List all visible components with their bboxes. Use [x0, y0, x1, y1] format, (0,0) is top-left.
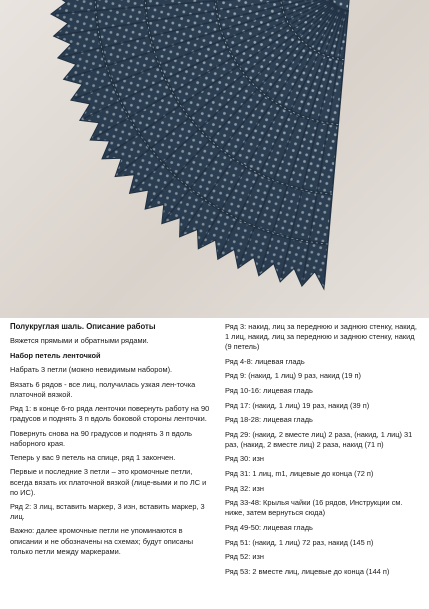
row-instruction: Ряд 9: (накид, 1 лиц) 9 раз, накид (19 п) — [225, 371, 361, 381]
row-instruction: Ряд 17: (накид, 1 лиц) 19 раз, накид (39 п) — [225, 400, 370, 410]
paragraph: Важно: далее кромочные петли не упоминаются в описании и не обозначены на схемах; будут описаны только петли между маркерами. — [10, 526, 194, 556]
paragraph: Вяжется прямыми и обратными рядами. — [10, 336, 149, 346]
row-instruction: Ряд 4-8: лицевая гладь — [225, 356, 305, 366]
row-instruction: Ряд 33-48: Крылья чайки (16 рядов, Инструкции см. ниже, затем вернуться сюда) — [225, 498, 403, 518]
row-instruction: Ряд 32: изн — [225, 483, 264, 493]
row-instruction: Ряд 51: (накид, 1 лиц) 72 раз, накид (145 п) — [225, 537, 374, 547]
section-title: Полукруглая шаль. Описание работы — [10, 322, 156, 331]
instructions-page — [0, 318, 429, 609]
paragraph: Вязать 6 рядов - все лиц, получилась узкая лен-точка платочной вязкой. — [10, 379, 196, 399]
right-column — [225, 322, 421, 581]
row-instruction: Ряд 30: изн — [225, 454, 264, 464]
shawl-body — [50, 0, 350, 289]
row-instruction: Ряд 53: 2 вместе лиц, лицевые до конца (144 п) — [225, 566, 390, 576]
shawl-shading — [50, 0, 350, 289]
row-instruction: Ряд 31: 1 лиц, m1, лицевые до конца (72 п) — [225, 469, 374, 479]
paragraph: Набрать 3 петли (можно невидимым набором). — [10, 365, 173, 375]
paragraph: Первые и последние 3 петли – это кромочные петли, всегда вязать их платочной вязкой (лице-выми и по ЛС и по ИС). — [10, 467, 207, 497]
row-instruction: Ряд 29: (накид, 2 вместе лиц) 2 раза, (накид, 1 лиц) 31 раз, (накид, 2 вместе лиц) 2 раза, накид (71 п) — [225, 429, 413, 449]
left-column — [10, 322, 214, 561]
paragraph: Повернуть снова на 90 градусов и поднять 3 п вдоль наборного края. — [10, 428, 192, 448]
row-instruction: Ряд 52: изн — [225, 552, 264, 562]
paragraph: Теперь у вас 9 петель на спице, ряд 1 закончен. — [10, 453, 176, 463]
subheading: Набор петель ленточкой — [10, 350, 101, 360]
row-instruction: Ряд 3: накид, лиц за переднюю и заднюю стенку, накид, 1 лиц, накид, лиц за переднюю и заднюю стенку, накид (9 петель) — [225, 322, 417, 352]
paragraph: Ряд 1: в конце 6-го ряда ленточки повернуть работу на 90 градусов и поднять 3 п вдоль боковой стороны ленточки. — [10, 404, 210, 424]
paragraph: Ряд 2: 3 лиц, вставить маркер, 3 изн, вставить маркер, 3 лиц. — [10, 501, 205, 522]
row-instruction: Ряд 18-28: лицевая гладь — [225, 415, 313, 425]
row-instruction: Ряд 49-50: лицевая гладь — [225, 522, 313, 532]
row-instruction: Ряд 10-16: лицевая гладь — [225, 385, 313, 395]
